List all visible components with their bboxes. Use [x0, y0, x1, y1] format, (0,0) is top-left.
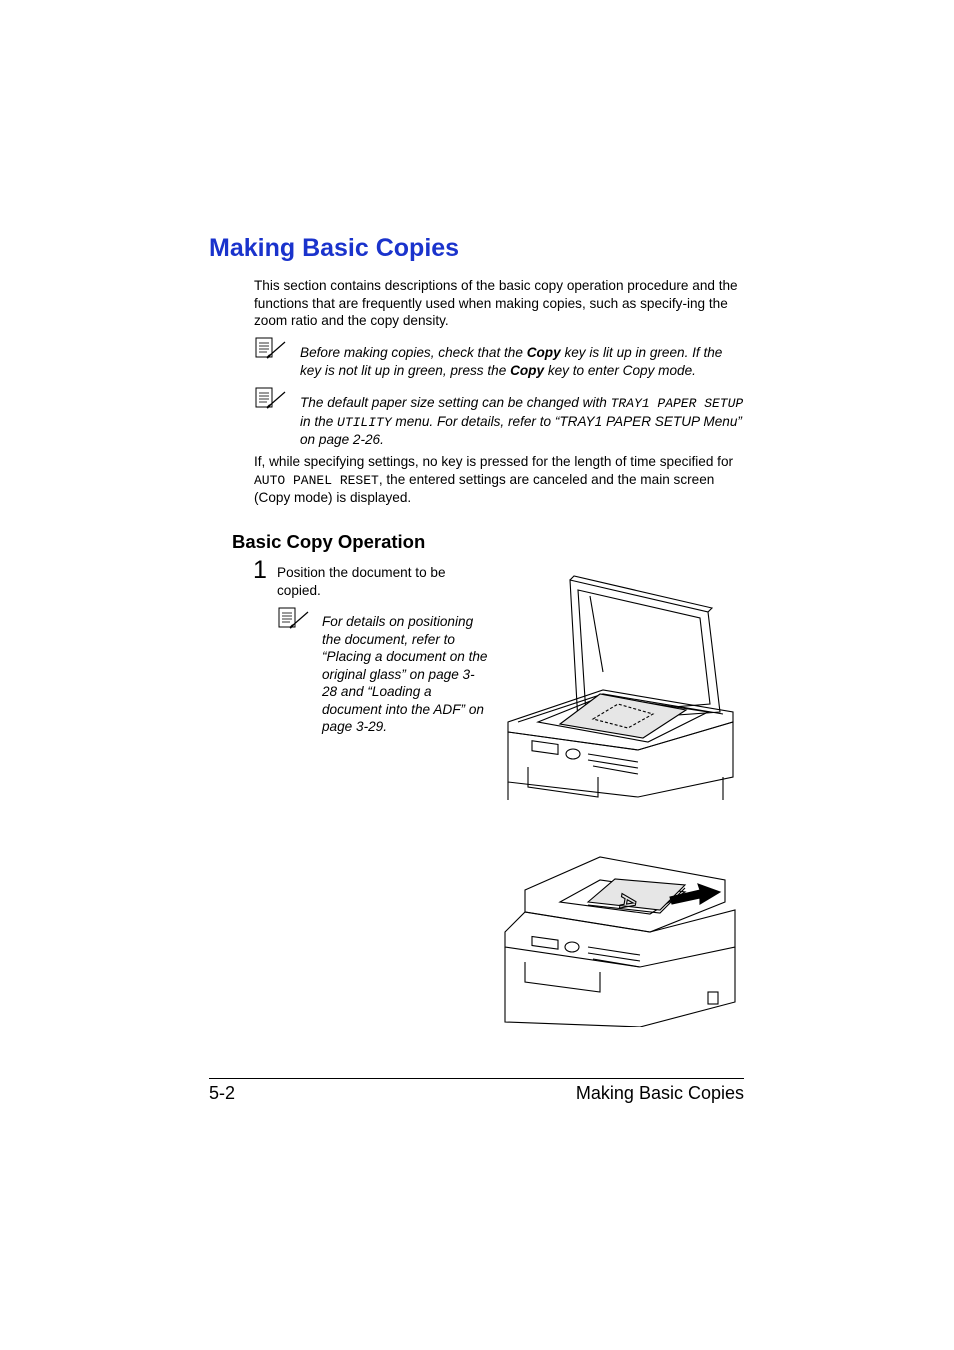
note-icon	[255, 337, 287, 359]
step-note: For details on positioning the document, refer to “Placing a document on the original glass” on page 3-28 and “Loading a document into the ADF” on page 3-29.	[322, 614, 488, 734]
page-title: Making Basic Copies	[209, 234, 460, 262]
note-icon	[255, 387, 287, 409]
step-text: Position the document to be copied.	[277, 565, 446, 598]
footer-rule	[209, 1078, 744, 1079]
copy-key-label: Copy	[526, 345, 561, 360]
page-number: 5-2	[209, 1083, 236, 1103]
paragraph-text: , the entered settings are canceled and the main screen (Copy mode) is displayed.	[254, 471, 715, 505]
menu-utility: UTILITY	[337, 414, 392, 430]
step-number: 1	[253, 556, 267, 584]
printer-adf-illustration	[500, 852, 740, 1027]
copy-key-label: Copy	[510, 362, 545, 378]
note-paper-size	[300, 394, 746, 449]
document-letter: A	[614, 892, 642, 913]
note-text: Before making copies, check that the	[300, 345, 527, 360]
note-icon	[278, 607, 310, 629]
footer-section-title: Making Basic Copies	[575, 1083, 744, 1103]
note-text: The default paper size setting can be changed with	[300, 395, 611, 410]
note-text: key is lit up in green. If the key is not lit up in green, press the	[300, 345, 723, 378]
menu-item-tray1-paper-setup: TRAY1 PAPER SETUP	[610, 396, 744, 411]
note-text: key to enter Copy mode.	[544, 362, 696, 378]
setting-auto-panel-reset: AUTO PANEL RESET	[254, 472, 379, 488]
note-copy-key	[300, 344, 746, 379]
note-text: in the	[300, 413, 338, 429]
section-heading: Basic Copy Operation	[232, 531, 426, 552]
note-text: menu. For details, refer to “TRAY1 PAPER SETUP Menu” on page 2-26.	[300, 413, 742, 447]
paragraph-text: If, while specifying settings, no key is pressed for the length of time specified for	[254, 454, 734, 469]
printer-glass-illustration	[498, 572, 740, 800]
intro-paragraph: This section contains descriptions of the basic copy operation procedure and the functions that are frequently used when making copies, such as specify-ing the zoom ratio and the copy density.	[254, 278, 738, 328]
auto-reset-paragraph	[254, 453, 746, 507]
